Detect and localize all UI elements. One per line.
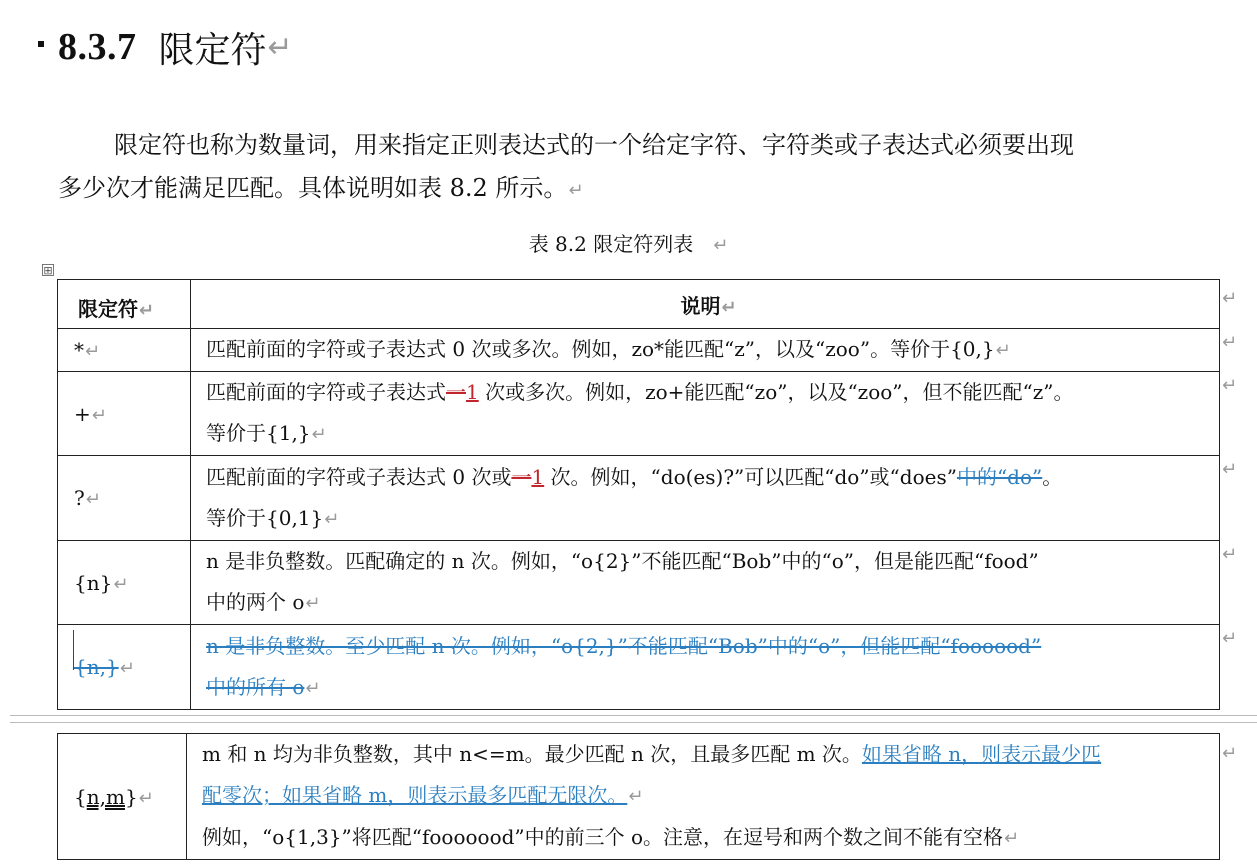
description-cell: n 是非负整数。匹配确定的 n 次。例如，“o{2}”不能匹配“Bob”中的“o”，但是能匹配“food” 中的两个 o↵ — [191, 541, 1220, 625]
revision-bar — [73, 630, 74, 670]
header-description: 说明↵ — [191, 280, 1220, 329]
caption-text: 表 8.2 限定符列表 — [528, 232, 694, 256]
description-cell: m 和 n 均为非负整数，其中 n<=m。最少匹配 n 次，且最多匹配 m 次。如果省略 n，则表示最少匹 配零次；如果省略 m，则表示最多匹配无限次。↵ 例如，“o{1,3}”将匹配“fooooood”中的前三个 o。注意，在逗号和两个数之间不能有空格↵ — [187, 734, 1220, 860]
deleted-text: 中的“do” — [956, 464, 1043, 489]
description-cell: 匹配前面的字符或子表达式 0 次或多次。例如，zo*能匹配“z”，以及“zoo”。等价于{0,}↵ — [191, 329, 1220, 372]
inserted-text: 如果省略 n，则表示最少匹 — [861, 742, 1102, 766]
table-move-handle-icon[interactable]: ⊞ — [43, 264, 53, 277]
inserted-text: 1 — [531, 464, 545, 489]
intro-paragraph — [58, 124, 1228, 212]
table-row — [58, 372, 1220, 456]
table-caption — [0, 228, 1257, 257]
quantifier-table — [57, 279, 1220, 710]
quantifier-table-continued — [57, 733, 1220, 860]
table-header-row — [58, 280, 1220, 329]
table-row — [58, 541, 1220, 625]
deleted-text: {n,} — [74, 655, 119, 679]
paragraph-line-1: 限定符也称为数量词，用来指定正则表达式的一个给定字符、字符类或子表达式必须要出现 — [114, 131, 1074, 159]
heading-title: 限定符 — [158, 29, 267, 71]
row-end-mark-icon: ↵ — [1222, 459, 1238, 480]
quantifier-cell: +↵ — [58, 372, 191, 456]
page-break-line — [10, 722, 1257, 723]
paragraph-line-2: 多少次才能满足匹配。具体说明如表 8.2 所示。 — [58, 174, 568, 202]
paragraph-mark-icon: ↵ — [267, 29, 293, 65]
table-row — [58, 734, 1220, 860]
deleted-text: 中的所有 o — [206, 674, 305, 699]
row-end-mark-icon: ↵ — [1222, 544, 1238, 565]
table-row — [58, 329, 1220, 372]
paragraph-mark-icon: ↵ — [568, 180, 584, 201]
quantifier-cell: *↵ — [58, 329, 191, 372]
row-end-mark-icon: ↵ — [1222, 628, 1238, 649]
deleted-text: n 是非负整数。至少匹配 n 次。例如，“o{2,}”不能匹配“Bob”中的“o”，但能匹配“foooood” — [206, 633, 1042, 658]
quantifier-cell: {n,}↵ — [58, 625, 191, 710]
table-row — [58, 625, 1220, 710]
header-quantifier: 限定符↵ — [58, 280, 191, 329]
description-cell: n 是非负整数。至少匹配 n 次。例如，“o{2,}”不能匹配“Bob”中的“o”，但能匹配“foooood” 中的所有 o↵ — [191, 625, 1220, 710]
description-cell: 匹配前面的字符或子表达式 0 次或一1 次。例如，“do(es)?”可以匹配“do”或“does”中的“do”。 等价于{0,1}↵ — [191, 456, 1220, 541]
deleted-text: 一 — [511, 464, 532, 489]
row-end-mark-icon: ↵ — [1222, 743, 1238, 764]
row-end-mark-icon: ↵ — [1222, 332, 1238, 353]
row-end-mark-icon: ↵ — [1222, 375, 1238, 396]
table-row — [58, 456, 1220, 541]
paragraph-mark-icon: ↵ — [713, 235, 729, 256]
page-break-line — [10, 715, 1257, 716]
description-cell: 匹配前面的字符或子表达式一1 次或多次。例如，zo+能匹配“zo”，以及“zoo”，但不能匹配“z”。 等价于{1,}↵ — [191, 372, 1220, 456]
inserted-text: 配零次；如果省略 m，则表示最多匹配无限次。 — [202, 783, 628, 807]
heading-bullet — [38, 41, 44, 47]
section-heading — [38, 22, 293, 72]
quantifier-cell: {n,m}↵ — [58, 734, 187, 860]
inserted-text: 1 — [466, 380, 479, 404]
quantifier-cell: ?↵ — [58, 456, 191, 541]
deleted-text: 一 — [446, 380, 466, 404]
row-end-mark-icon: ↵ — [1222, 288, 1238, 309]
heading-number: 8.3.7 — [58, 26, 137, 68]
inserted-text: n,m — [86, 784, 125, 809]
quantifier-cell: {n}↵ — [58, 541, 191, 625]
